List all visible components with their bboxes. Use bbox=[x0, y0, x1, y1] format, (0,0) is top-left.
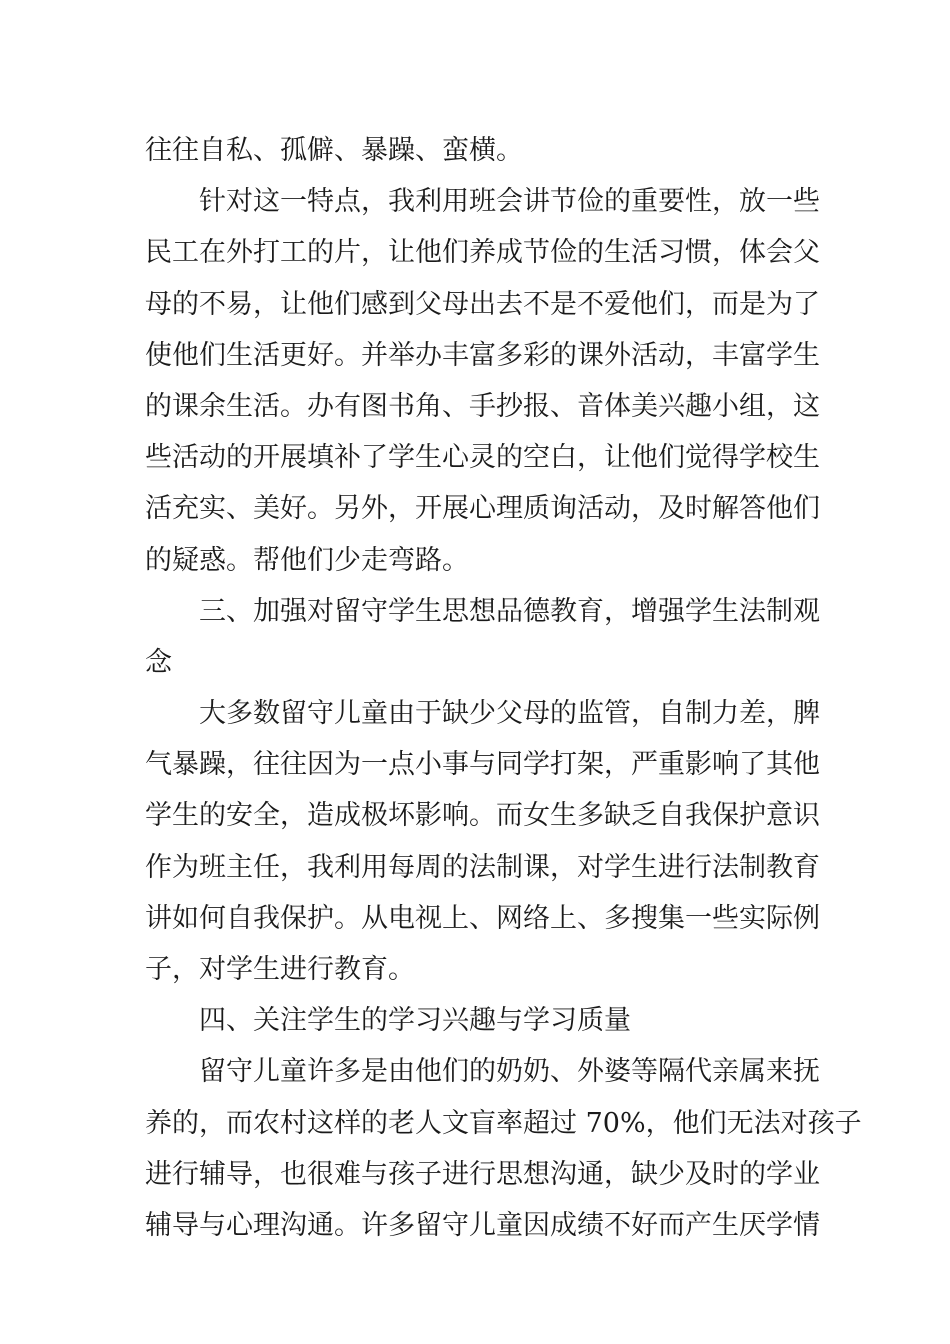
paragraph-line: 留守儿童许多是由他们的奶奶、外婆等隔代亲属来抚 bbox=[199, 1056, 820, 1088]
paragraph-line: 的疑惑。帮他们少走弯路。 bbox=[145, 544, 469, 576]
section-heading-line: 三、加强对留守学生思想品德教育，增强学生法制观 bbox=[199, 595, 820, 627]
paragraph-line: 往往自私、孤僻、暴躁、蛮横。 bbox=[145, 135, 523, 166]
paragraph-line: 母的不易，让他们感到父母出去不是不爱他们，而是为了 bbox=[145, 288, 820, 320]
body-text bbox=[145, 125, 862, 1251]
paragraph-line: 的课余生活。办有图书角、手抄报、音体美兴趣小组，这 bbox=[145, 390, 820, 422]
paragraph-line: 民工在外打工的片，让他们养成节俭的生活习惯，体会父 bbox=[145, 237, 820, 269]
paragraph-line: 养的，而农村这样的老人文盲率超过 70%，他们无法对孩子 bbox=[145, 1107, 862, 1139]
paragraph-line: 大多数留守儿童由于缺少父母的监管，自制力差，脾 bbox=[199, 698, 820, 730]
paragraph-line: 子，对学生进行教育。 bbox=[145, 954, 415, 985]
paragraph-line: 些活动的开展填补了学生心灵的空白，让他们觉得学校生 bbox=[145, 442, 820, 474]
paragraph-line: 针对这一特点，我利用班会讲节俭的重要性，放一些 bbox=[199, 186, 820, 218]
paragraph-line: 进行辅导，也很难与孩子进行思想沟通，缺少及时的学业 bbox=[145, 1158, 820, 1190]
paragraph-line: 气暴躁，往往因为一点小事与同学打架，严重影响了其他 bbox=[145, 749, 820, 781]
paragraph-line: 学生的安全，造成极坏影响。而女生多缺乏自我保护意识 bbox=[145, 800, 820, 832]
paragraph-line: 活充实、美好。另外，开展心理质询活动，及时解答他们 bbox=[145, 493, 820, 525]
section-heading-line: 四、关注学生的学习兴趣与学习质量 bbox=[199, 1005, 631, 1037]
paragraph-line: 作为班主任，我利用每周的法制课，对学生进行法制教育 bbox=[145, 851, 820, 883]
paragraph-line: 讲如何自我保护。从电视上、网络上、多搜集一些实际例 bbox=[145, 902, 820, 934]
paragraph-line: 辅导与心理沟通。许多留守儿童因成绩不好而产生厌学情 bbox=[145, 1209, 820, 1241]
section-heading-line: 念 bbox=[145, 646, 172, 678]
paragraph-line: 使他们生活更好。并举办丰富多彩的课外活动，丰富学生 bbox=[145, 339, 820, 371]
